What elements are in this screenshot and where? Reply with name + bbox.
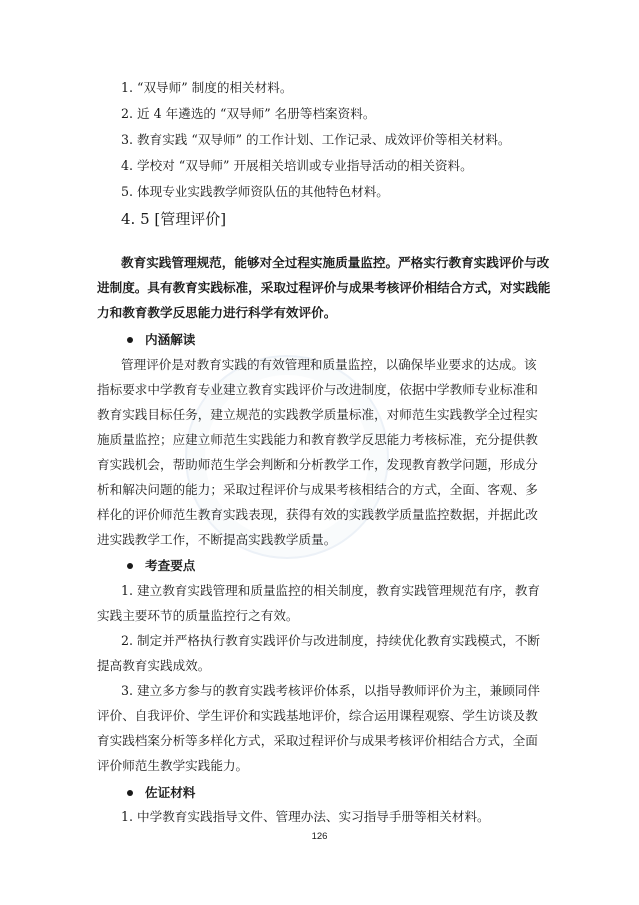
subsection-title xyxy=(127,557,195,574)
paragraph-line: 育实践机会，帮助师范生学会判断和分析教学工作，发现教育教学问题，形成分 xyxy=(97,457,538,472)
list-item: 1. “双导师” 制度的相关材料。 xyxy=(121,80,293,95)
page-number: 126 xyxy=(311,831,328,842)
subsection-title xyxy=(127,331,195,348)
paragraph-line: 评价师范生教学实践能力。 xyxy=(97,758,249,773)
paragraph-line: 样化的评价师范生教育实践表现，获得有效的实践教学质量监控数据，并据此改 xyxy=(97,507,538,522)
paragraph-line: 进实践教学工作，不断提高实践教学质量。 xyxy=(97,532,337,547)
paragraph-line: 3. 建立多方参与的教育实践考核评价体系，以指导教师评价为主，兼顾同伴 xyxy=(121,683,541,698)
list-item: 2. 近 4 年遴选的 “双导师” 名册等档案资料。 xyxy=(121,106,376,121)
subsection-title-text: 内涵解读 xyxy=(145,332,196,347)
paragraph-line: 析和解决问题的能力；采取过程评价与成果考核相结合的方式，全面、客观、多 xyxy=(97,482,538,497)
paragraph-line: 育实践档案分析等多样化方式，采取过程评价与成果考核评价相结合方式，全面 xyxy=(97,733,538,748)
section-heading: 4. 5 [管理评价] xyxy=(121,210,227,228)
bullet-icon xyxy=(127,337,133,343)
paragraph-line: 2. 制定并严格执行教育实践评价与改进制度，持续优化教育实践模式，不断 xyxy=(121,633,541,648)
paragraph-line: 教育实践目标任务，建立规范的实践教学质量标准，对师范生实践教学全过程实 xyxy=(97,407,538,422)
paragraph-line: 1. 中学教育实践指导文件、管理办法、实习指导手册等相关材料。 xyxy=(121,809,490,824)
paragraph-line: 提高教育实践成效。 xyxy=(97,658,211,673)
paragraph-line: 施质量监控；应建立师范生实践能力和教育教学反思能力考核标准，充分提供教 xyxy=(97,432,538,447)
paragraph-line: 1. 建立教育实践管理和质量监控的相关制度，教育实践管理规范有序，教育 xyxy=(121,583,541,598)
standard-line: 进制度。具有教育实践标准，采取过程评价与成果考核评价相结合方式，对实践能 xyxy=(97,280,551,295)
subsection-title-text: 佐证材料 xyxy=(145,785,196,800)
subsection-title-text: 考查要点 xyxy=(145,558,196,573)
paragraph-line: 指标要求中学教育专业建立教育实践评价与改进制度，依据中学教师专业标准和 xyxy=(97,382,538,397)
paragraph-line: 管理评价是对教育实践的有效管理和质量监控，以确保毕业要求的达成。该 xyxy=(121,357,537,372)
list-item: 3. 教育实践 “双导师” 的工作计划、工作记录、成效评价等相关材料。 xyxy=(121,132,511,147)
list-item: 5. 体现专业实践教学师资队伍的其他特色材料。 xyxy=(121,184,389,199)
standard-line: 力和教育教学反思能力进行科学有效评价。 xyxy=(97,305,337,320)
standard-line: 教育实践管理规范，能够对全过程实施质量监控。严格实行教育实践评价与改 xyxy=(121,255,550,270)
list-item: 4. 学校对 “双导师” 开展相关培训或专业指导活动的相关资料。 xyxy=(121,158,473,173)
paragraph-line: 评价、自我评价、学生评价和实践基地评价，综合运用课程观察、学生访谈及教 xyxy=(97,708,538,723)
paragraph-line: 实践主要环节的质量监控行之有效。 xyxy=(97,608,299,623)
subsection-title xyxy=(127,784,195,801)
bullet-icon xyxy=(127,563,133,569)
bullet-icon xyxy=(127,790,133,796)
